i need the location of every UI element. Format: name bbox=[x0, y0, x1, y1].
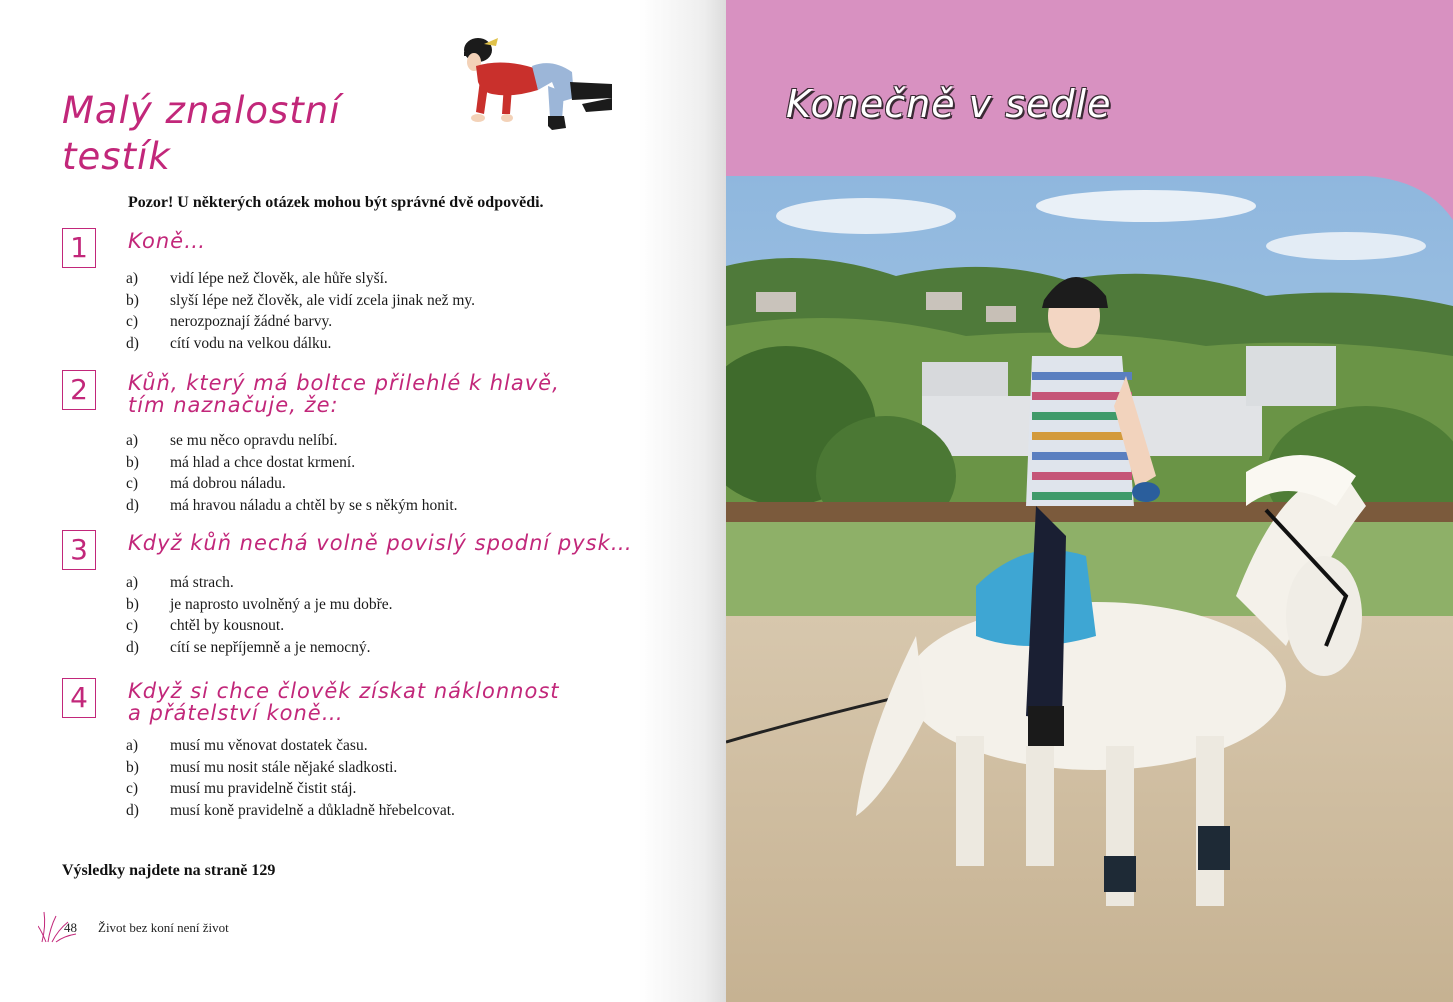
question-number: 3 bbox=[62, 530, 96, 570]
answer-letter: c) bbox=[126, 313, 139, 331]
question-number: 2 bbox=[62, 370, 96, 410]
answer-text: má hlad a chce dostat krmení. bbox=[170, 453, 356, 471]
question-text bbox=[128, 372, 688, 416]
question-text bbox=[128, 532, 688, 554]
girl-riding-pony-photo bbox=[726, 176, 1453, 1002]
answer-letter: c) bbox=[126, 617, 139, 635]
answer-text: nerozpoznají žádné barvy. bbox=[170, 313, 333, 331]
answer-item bbox=[126, 454, 458, 476]
results-reference: Výsledky najdete na straně 129 bbox=[62, 862, 276, 879]
answer-item bbox=[126, 780, 455, 802]
answer-letter: b) bbox=[126, 291, 139, 309]
answer-letter: b) bbox=[126, 595, 139, 613]
left-page bbox=[0, 0, 726, 1002]
answer-list bbox=[126, 432, 458, 519]
page-title-line1: Malý znalostní bbox=[62, 89, 341, 132]
answer-item bbox=[126, 475, 458, 497]
answer-text: se mu něco opravdu nelíbí. bbox=[170, 432, 338, 449]
answer-item bbox=[126, 639, 393, 661]
answer-letter: a) bbox=[126, 737, 139, 754]
page-number: 48 bbox=[64, 920, 77, 935]
answer-text: má dobrou náladu. bbox=[170, 475, 286, 493]
answer-item bbox=[126, 574, 393, 596]
answer-text: musí mu nosit stále nějaké sladkosti. bbox=[170, 758, 398, 776]
chapter-title: Konečně v sedle bbox=[786, 82, 1112, 126]
answer-list bbox=[126, 574, 393, 661]
answer-text: má hravou náladu a chtěl by se s někým honit. bbox=[170, 497, 458, 515]
answer-text: cítí vodu na velkou dálku. bbox=[170, 335, 332, 353]
answer-letter: a) bbox=[126, 432, 139, 449]
answer-text: je naprosto uvolněný a je mu dobře. bbox=[170, 595, 393, 613]
question-text-line1: Když kůň nechá volně povislý spodní pysk… bbox=[128, 531, 633, 555]
answer-item bbox=[126, 617, 393, 639]
answer-item bbox=[126, 596, 393, 618]
answer-text: musí koně pravidelně a důkladně hřebelcovat. bbox=[170, 802, 455, 820]
answer-text: musí mu věnovat dostatek času. bbox=[170, 737, 368, 754]
answer-item bbox=[126, 270, 475, 292]
question-text bbox=[128, 680, 688, 724]
running-footer-title: Život bez koní není život bbox=[98, 920, 229, 935]
answer-text: má strach. bbox=[170, 574, 234, 591]
girl-crawling-illustration bbox=[452, 32, 617, 137]
answer-text: slyší lépe než člověk, ale vidí zcela jinak než my. bbox=[170, 291, 475, 309]
answer-letter: c) bbox=[126, 475, 139, 493]
answer-list bbox=[126, 737, 455, 824]
question-number: 4 bbox=[62, 678, 96, 718]
answer-item bbox=[126, 737, 455, 759]
page-title-line2: testík bbox=[62, 135, 171, 178]
answer-letter: b) bbox=[126, 453, 139, 471]
question-text-line1: Kůň, který má boltce přilehlé k hlavě, bbox=[128, 371, 560, 395]
question-text-line2: a přátelství koně… bbox=[128, 701, 344, 725]
answer-letter: d) bbox=[126, 497, 139, 515]
answer-letter: a) bbox=[126, 574, 139, 591]
answer-letter: b) bbox=[126, 758, 139, 776]
right-page bbox=[726, 0, 1453, 1002]
answer-letter: d) bbox=[126, 335, 139, 353]
answer-letter: c) bbox=[126, 780, 139, 798]
question-text bbox=[128, 230, 688, 252]
answer-item bbox=[126, 802, 455, 824]
question-text-line1: Koně… bbox=[128, 229, 207, 253]
answer-text: vidí lépe než člověk, ale hůře slyší. bbox=[170, 270, 388, 287]
answer-item bbox=[126, 432, 458, 454]
question-number: 1 bbox=[62, 228, 96, 268]
answer-item bbox=[126, 497, 458, 519]
answer-letter: a) bbox=[126, 270, 139, 287]
page-title bbox=[62, 88, 442, 180]
answer-text: cítí se nepříjemně a je nemocný. bbox=[170, 639, 371, 657]
answer-text: musí mu pravidelně čistit stáj. bbox=[170, 780, 357, 798]
answer-list bbox=[126, 270, 475, 357]
instruction-note: Pozor! U některých otázek mohou být správné dvě odpovědi. bbox=[128, 194, 544, 211]
question-text-line2: tím naznačuje, že: bbox=[128, 393, 339, 417]
answer-letter: d) bbox=[126, 802, 139, 820]
answer-text: chtěl by kousnout. bbox=[170, 617, 285, 635]
answer-item bbox=[126, 292, 475, 314]
answer-letter: d) bbox=[126, 639, 139, 657]
question-text-line1: Když si chce člověk získat náklonnost bbox=[128, 679, 560, 703]
answer-item bbox=[126, 335, 475, 357]
answer-item bbox=[126, 759, 455, 781]
answer-item bbox=[126, 313, 475, 335]
